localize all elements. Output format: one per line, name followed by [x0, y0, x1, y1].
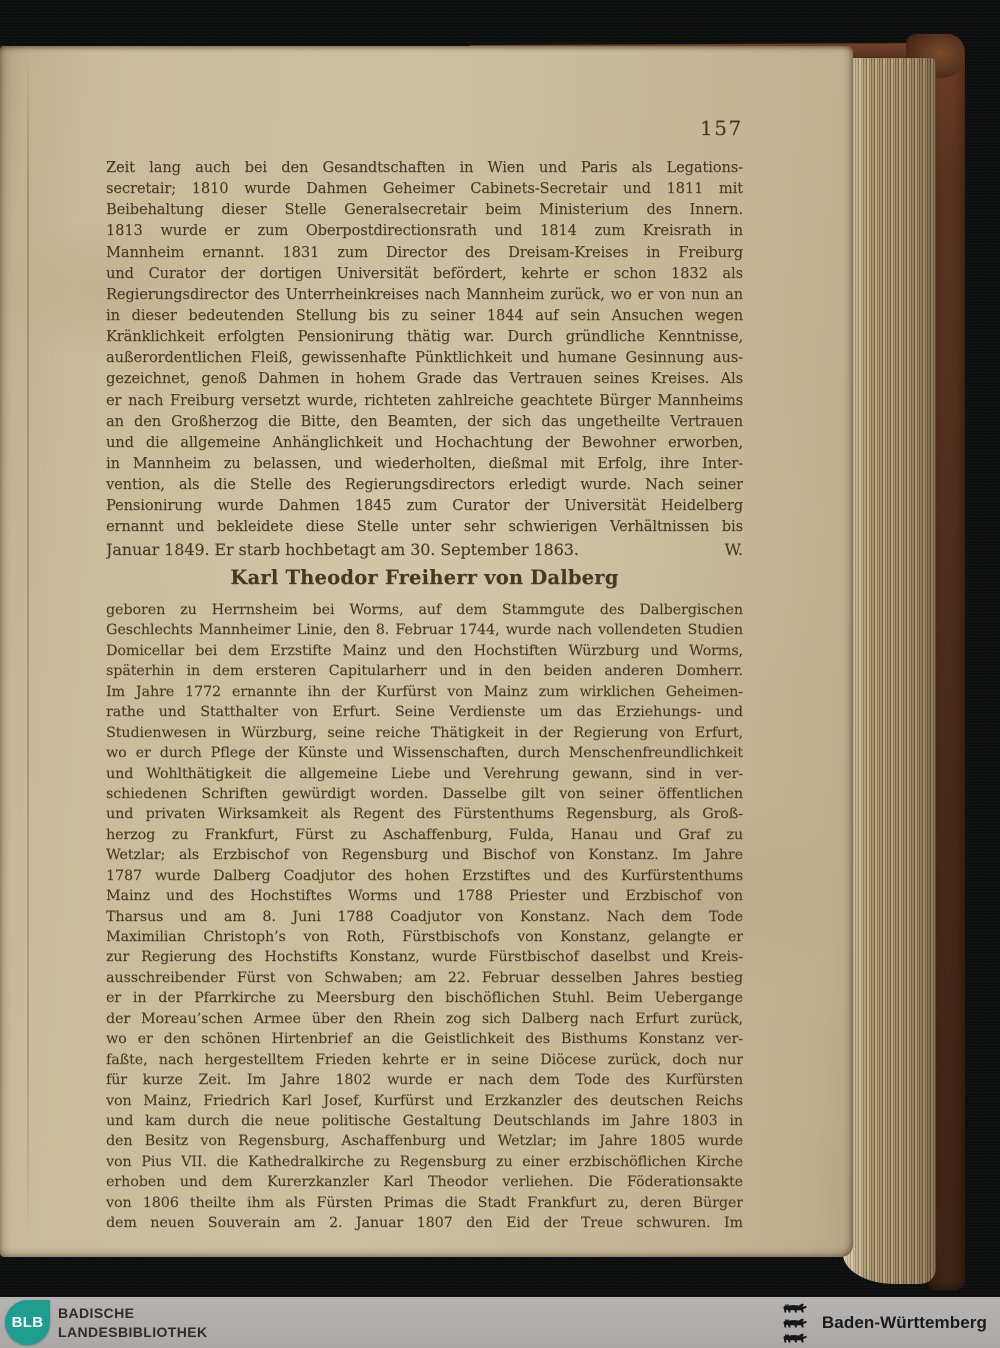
text-line: vention, als die Stelle des Regierungsdirectors erledigt wurde. Nach seiner: [106, 476, 743, 494]
text-line: faßte, nach hergestelltem Frieden kehrte er in seine Diöcese zurück, doch nur: [106, 1051, 743, 1068]
chapter-heading: Karl Theodor Freiherr von Dalberg: [230, 566, 619, 589]
text-line: Wetzlar; als Erzbischof von Regensburg und Bischof von Konstanz. Im Jahre: [106, 847, 743, 864]
text-line: ernannt und bekleidete diese Stelle unter sehr schwierigen Verhältnissen bis: [106, 518, 743, 536]
page-number: 157: [700, 116, 743, 140]
text-line: späterhin in dem ersteren Capitularherr und in den beiden anderen Domherr.: [106, 663, 743, 680]
library-name-line1: BADISCHE: [58, 1305, 135, 1321]
text-line: Im Jahre 1772 ernannte ihn der Kurfürst von Mainz zum wirklichen Geheimen-: [106, 683, 743, 700]
text-line: Tharsus und am 8. Juni 1788 Coadjutor von Konstanz. Nach dem Tode: [106, 908, 743, 925]
text-line: von Pius VII. die Kathedralkirche zu Regensburg zu einer erzbischöflichen Kirche: [106, 1153, 743, 1170]
paragraph-1: [106, 159, 743, 540]
text-line: rathe und Statthalter von Erfurt. Seine Verdienste um das Erziehungs- und: [106, 704, 743, 721]
text-line: 1813 wurde er zum Oberpostdirectionsrath und 1814 zum Kreisrath in: [106, 222, 743, 240]
text-line: Mainz und des Hochstiftes Worms und 1788 Priester und Erzbischof von: [106, 888, 743, 905]
baden-wuerttemberg-arms-icon: [780, 1301, 813, 1345]
text-line: außerordentlichen Fleiß, gewissenhafte Pünktlichkeit und humane Gesinnung aus-: [106, 349, 743, 367]
text-line: Zeit lang auch bei den Gesandtschaften in Wien und Paris als Legations-: [106, 159, 743, 176]
text-line: der Moreau’schen Armee über den Rhein zog sich Dalberg nach Erfurt zurück,: [106, 1010, 743, 1027]
text-line: Geschlechts Mannheimer Linie, den 8. Februar 1744, wurde nach vollendeten Studien: [106, 622, 743, 639]
paragraph-1-closing-line: [106, 540, 743, 559]
text-line: Studienwesen in Würzburg, seine reiche Thätigkeit in der Regierung von Erfurt,: [106, 724, 743, 741]
text-line: in Mannheim zu belassen, und wiederholten, dießmal mit Erfolg, ihre Inter-: [106, 454, 743, 472]
text-line: Domicellar bei dem Erzstifte Mainz und den Hochstiften Würzburg und Worms,: [106, 642, 743, 659]
text-line: herzog zu Frankfurt, Fürst zu Aschaffenburg, Fulda, Hanau und Graf zu: [106, 826, 743, 843]
text-line: von Mainz, Friedrich Karl Josef, Kurfürst und Erzkanzler des deutschen Reichs: [106, 1092, 743, 1109]
text-line: Kränklichkeit erfolgten Pensionirung thätig war. Durch gründliche Kenntnisse,: [106, 328, 743, 346]
text-line: geboren zu Herrnsheim bei Worms, auf dem Stammgute des Dalbergischen: [106, 602, 743, 618]
text-line: Beibehaltung dieser Stelle Generalsecretair beim Ministerium des Innern.: [106, 201, 743, 219]
state-name: Baden-Württemberg: [821, 1312, 987, 1332]
text-line: gezeichnet, genoß Dahmen in hohem Grade das Vertrauen seines Kreises. Als: [106, 370, 743, 388]
text-line: wo er durch Pflege der Künste und Wissenschaften, durch Menschenfreundlichkeit: [106, 745, 743, 762]
text-line: dem neuen Souverain am 2. Januar 1807 den Eid der Treue schwuren. Im: [106, 1215, 743, 1232]
state-branding: [780, 1297, 987, 1348]
text-line: er nach Freiburg versetzt wurde, richteten zahlreiche geachtete Bürger Mannheims: [106, 391, 743, 409]
text-line: schiedenen Schriften gewürdigt worden. Dasselbe gilt von seiner öffentlichen: [106, 785, 743, 802]
text-line: und Wohlthätigkeit die allgemeine Liebe und Verehrung gewann, sind in ver-: [106, 765, 743, 782]
library-name-line2: LANDESBIBLIOTHEK: [58, 1323, 208, 1340]
text-line: für kurze Zeit. Im Jahre 1802 wurde er nach dem Tode des Kurfürsten: [106, 1072, 743, 1089]
text-line: ausschreibender Fürst von Schwaben; am 22. Februar desselben Jahres bestieg: [106, 969, 743, 986]
text-line: und Curator der dortigen Universität befördert, kehrte er schon 1832 als: [106, 264, 743, 282]
text-line: wo er den schönen Hirtenbrief an die Geistlichkeit des Bisthums Konstanz ver-: [106, 1031, 743, 1048]
blb-logo: BLB: [5, 1300, 50, 1345]
text-line: 1787 wurde Dalberg Coadjutor des hohen Erzstiftes und des Kurfürstenthums: [106, 867, 743, 884]
text-line: Maximilian Christoph’s von Roth, Fürstbischofs von Konstanz, gelangte er: [106, 929, 743, 945]
text-line: in dieser bedeutenden Stellung bis zu seiner 1844 auf sein Ansuchen wegen: [106, 306, 743, 324]
text-line: an den Großherzog die Bitte, den Beamten, der sich das ungetheilte Vertrauen: [106, 412, 743, 430]
book-page: [0, 46, 853, 1257]
text-line: von 1806 theilte ihm als Fürsten Primas die Stadt Frankfurt zu, deren Bürger: [106, 1194, 743, 1211]
text-line: Regierungsdirector des Unterrheinkreises nach Mannheim zurück, wo er von nun an: [106, 285, 743, 303]
book-page-fore-edge: [843, 58, 936, 1284]
closing-text: Januar 1849. Er starb hochbetagt am 30. September 1863.: [106, 539, 579, 559]
text-line: zur Regierung des Hochstifts Konstanz, wurde Fürstbischof daselbst und Kreis-: [106, 949, 743, 966]
author-initial: W.: [724, 539, 743, 559]
text-line: erhoben und dem Kurerzkanzler Karl Theodor verliehen. Die Föderationsakte: [106, 1174, 743, 1191]
text-line: Pensionirung wurde Dahmen 1845 zum Curator der Universität Heidelberg: [106, 497, 743, 515]
library-name: [58, 1304, 208, 1341]
library-footer-bar: [0, 1297, 1000, 1348]
text-line: und die allgemeine Anhänglichkeit und Hochachtung der Bewohner erworben,: [106, 433, 743, 451]
text-line: und privaten Wirksamkeit als Regent des Fürstenthums Regensburg, als Groß-: [106, 806, 743, 823]
paragraph-2: [106, 602, 743, 1236]
text-line: den Besitz von Regensburg, Aschaffenburg und Wetzlar; im Jahre 1805 wurde: [106, 1133, 743, 1150]
text-line: Mannheim ernannt. 1831 zum Director des Dreisam-Kreises in Freiburg: [106, 243, 743, 261]
text-line: und kam durch die neue politische Gestaltung Deutschlands im Jahre 1803 in: [106, 1112, 743, 1129]
text-line: secretair; 1810 wurde Dahmen Geheimer Cabinets-Secretair und 1811 mit: [106, 180, 743, 198]
text-line: er in der Pfarrkirche zu Meersburg den bischöflichen Stuhl. Beim Uebergange: [106, 990, 743, 1007]
